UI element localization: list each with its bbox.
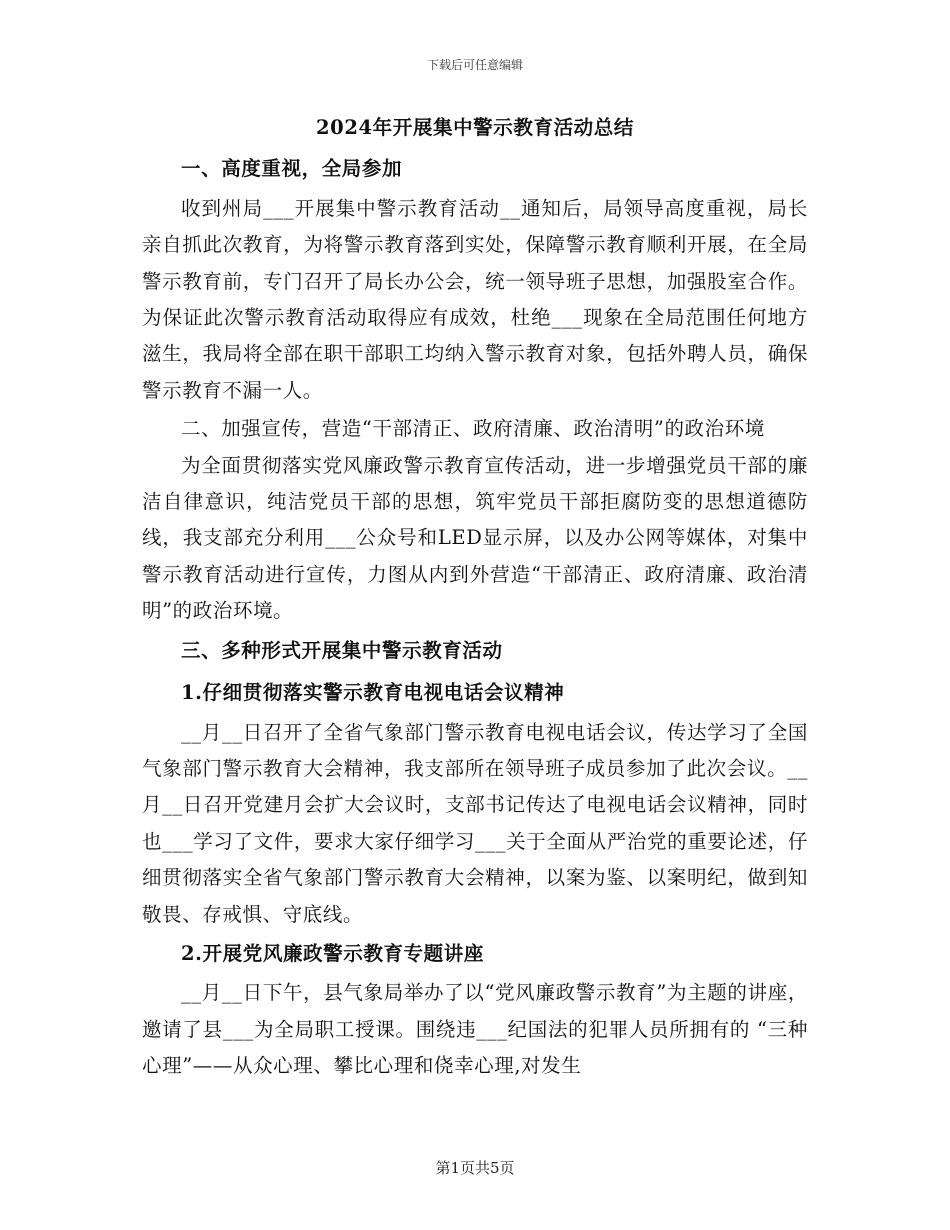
section-3-heading: 三、多种形式开展集中警示教育活动 <box>181 638 503 662</box>
subsection-1-paragraph: __月__日召开了全省气象部门警示教育电视电话会议，传达学习了全国气象部门警示教育大会精神，我支部所在领导班子成员参加了此次会议。__月__日召开党建月会扩大会议时，支部书记传达了电视电话会议精神，同时也___学习了文件，要求大家仔细学习___关于全面从严治党的重要论述，仔细贯彻落实全省气象部门警示教育大会精神，以案为鉴、以案明纪，做到知敬畏、存戒惧、守底线。 <box>142 720 808 926</box>
section-1-heading: 一、高度重视，全局参加 <box>181 157 403 181</box>
section-2-heading: 二、加强宣传，营造“干部清正、政府清廉、政治清明”的政治环境 <box>181 417 765 441</box>
document-title: 2024年开展集中警示教育活动总结 <box>316 116 634 139</box>
subsection-2-paragraph: __月__日下午，县气象局举办了以“党风廉政警示教育”为主题的讲座，邀请了县___为全局职工授课。围绕违___纪国法的犯罪人员所拥有的 “三种心理”——从众心理、攀比心理和侥幸心理,对发生 <box>142 981 808 1078</box>
document-body <box>142 110 808 1085</box>
section-1-paragraph: 收到州局___开展集中警示教育活动__通知后，局领导高度重视，局长亲自抓此次教育，为将警示教育落到实处，保障警示教育顺利开展，在全局警示教育前，专门召开了局长办公会，统一领导班子思想，加强股室合作。为保证此次警示教育活动取得应有成效，杜绝___现象在全局范围任何地方滋生，我局将全部在职干部职工均纳入警示教育对象，包括外聘人员，确保警示教育不漏一人。 <box>142 196 808 402</box>
section-2-paragraph: 为全面贯彻落实党风廉政警示教育宣传活动，进一步增强党员干部的廉洁自律意识，纯洁党员干部的思想，筑牢党员干部拒腐防变的思想道德防线，我支部充分利用___公众号和LED显示屏，以及办公网等媒体，对集中警示教育活动进行宣传，力图从内到外营造“干部清正、政府清廉、政治清明”的政治环境。 <box>142 453 808 623</box>
page-header-note: 下载后可任意编辑 <box>426 58 523 72</box>
subsection-2-heading: 2.开展党风廉政警示教育专题讲座 <box>181 941 484 965</box>
subsection-1-heading: 1.仔细贯彻落实警示教育电视电话会议精神 <box>181 681 565 705</box>
page-number-indicator: 第1页共5页 <box>435 1159 515 1177</box>
